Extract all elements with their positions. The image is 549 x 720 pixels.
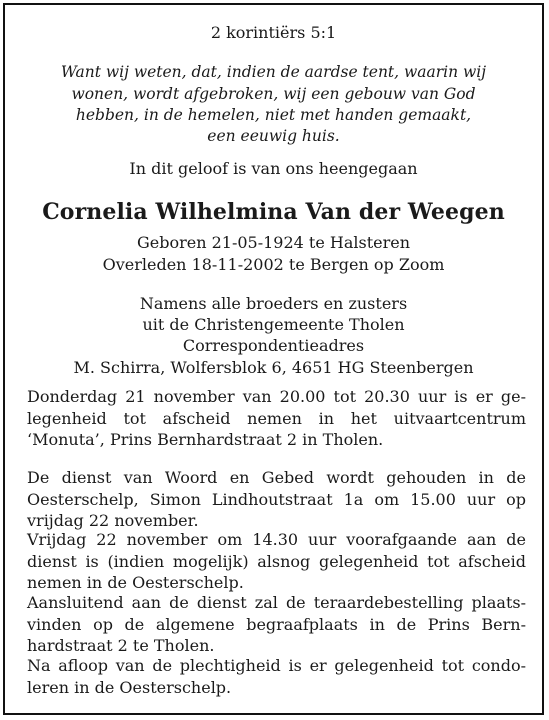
death-info: Overleden 18-11-2002 te Bergen op Zoom xyxy=(102,255,445,274)
verse-line: Want wij weten, dat, indien de aardse tent, waarin wij xyxy=(60,63,487,81)
paragraph-line: legenheid tot afscheid nemen in het uitvaartcentrum xyxy=(27,408,526,428)
deceased-name: Cornelia Wilhelmina Van der Weegen xyxy=(42,199,505,225)
paragraph-burial xyxy=(27,592,526,657)
paragraph-line: De dienst van Woord en Gebed wordt gehouden in de xyxy=(27,468,526,487)
paragraph-service xyxy=(27,467,526,532)
correspondence-address: M. Schirra, Wolfersblok 6, 4651 HG Steenbergen xyxy=(73,358,474,377)
paragraph-line: Oesterschelp, Simon Lindhoutstraat 1a om 15.00 uur op xyxy=(27,489,526,509)
paragraph-line: dienst is (indien mogelijk) alsnog gelegenheid tot afscheid xyxy=(27,551,526,571)
verse-line: een eeuwig huis. xyxy=(207,127,340,145)
paragraph-line: vinden op de algemene begraafplaats in de Prins Bern- xyxy=(27,614,526,634)
paragraph-line: Vrijdag 22 november om 14.30 uur voorafgaande aan de xyxy=(27,530,526,549)
verse-line: wonen, wordt afgebroken, wij een gebouw van God xyxy=(71,85,476,103)
correspondence-label: Correspondentieadres xyxy=(182,336,365,355)
paragraph-line: Aansluitend aan de dienst zal de teraardebestelling plaats- xyxy=(27,593,526,612)
paragraph-line: hardstraat 2 te Tholen. xyxy=(27,636,215,655)
paragraph-viewing xyxy=(27,386,526,451)
paragraph-condolences xyxy=(27,655,526,698)
paragraph-line: leren in de Oesterschelp. xyxy=(27,677,232,697)
paragraph-line: Na afloop van de plechtigheid is er gelegenheid tot condo- xyxy=(27,656,526,675)
paragraph-line: Donderdag 21 november van 20.00 tot 20.30 uur is er ge- xyxy=(27,387,526,406)
paragraph-line: nemen in de Oesterschelp. xyxy=(27,573,244,592)
intro-text: In dit geloof is van ons heengegaan xyxy=(129,159,418,178)
verse-reference: 2 korintiërs 5:1 xyxy=(210,23,337,42)
paragraph-line: vrijdag 22 november. xyxy=(27,511,199,530)
paragraph-farewell xyxy=(27,529,526,594)
on-behalf-line: Namens alle broeders en zusters xyxy=(139,294,408,313)
notice-content xyxy=(5,5,542,713)
birth-info: Geboren 21-05-1924 te Halsteren xyxy=(136,233,411,252)
verse-line: hebben, in de hemelen, niet met handen gemaakt, xyxy=(75,106,472,124)
notice-frame xyxy=(3,3,544,715)
on-behalf-line: uit de Christengemeente Tholen xyxy=(142,315,405,334)
paragraph-line: ‘Monuta’, Prins Bernhardstraat 2 in Tholen. xyxy=(27,430,384,449)
